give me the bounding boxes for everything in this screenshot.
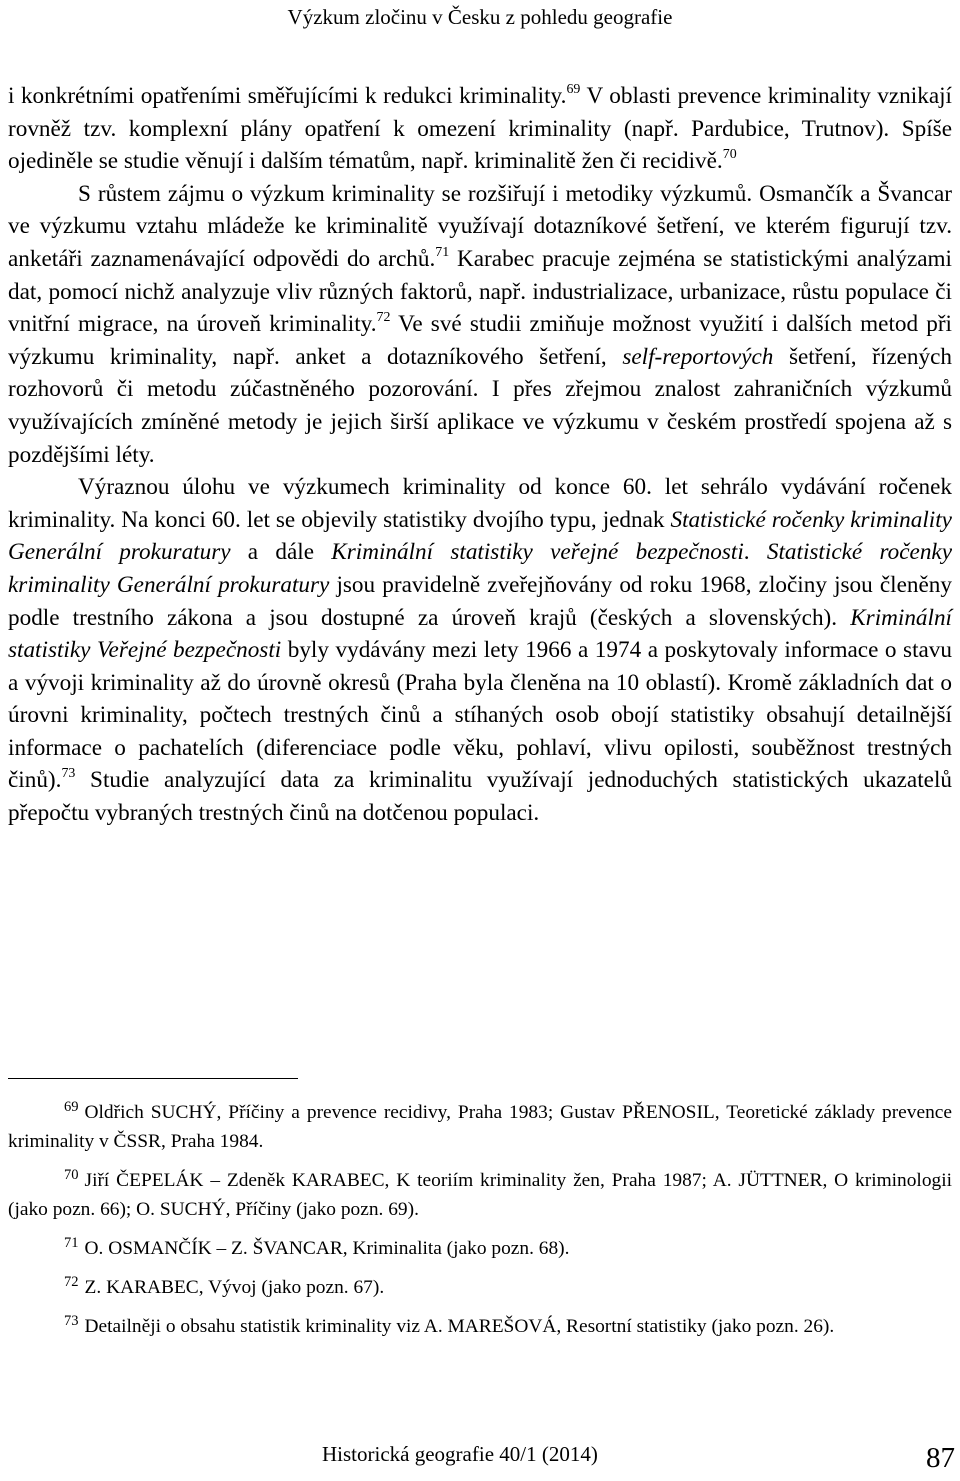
footnote-69 [8,1098,952,1156]
paragraph-1: i konkrétními opatřeními směřujícími k redukci kriminality.$^{69}$ V oblasti prevence kriminality vznikají rovněž tzv. komplexní plány opatření k omezení kriminality (např. Pardubice, Trutnov). Spíše ojediněle se studie věnují i dalším tématům, např. kriminalitě žen či recidivě.$^{70}$ [8,81,952,175]
footnote-ref-70[interactable]: 70 [722,147,737,163]
footnote-73 [8,1312,952,1341]
page-number: 87 [926,1442,955,1474]
footnote-divider [8,1078,298,1079]
journal-citation: Historická geografie 40/1 (2014) [322,1442,598,1466]
footnote-number: 71 [64,1234,79,1251]
footnote-number: 73 [64,1312,79,1329]
paragraph-3: Výraznou úlohu ve výzkumech kriminality od konce 60. let sehrálo vydávání ročenek kriminality. Na konci 60. let se objevily statistiky dvojího typu, jednak Statistické ročenky kriminality Generální prokuratury a dále Kriminální statistiky veřejné bezpečnosti. Statistické ročenky kriminality Generální prokuratury jsou pravidelně zveřejňovány od roku 1968, zločiny jsou členěny podle trestního zákona a jsou dostupné za úroveň krajů (českých a slovenských). Kriminální statistiky Veřejné bezpečnosti byly vydávány mezi lety 1966 a 1974 a poskytovaly informace o stavu a vývoji kriminality až do úrovně okresů (Praha byla členěna na 10 oblastí). Kromě základních dat o úrovni kriminality, počtech trestných činů a stíhaných osob obojí statistiky obsahují detailnější informace o pachatelích (diferenciace podle věku, pohlaví, vlivu opilosti, souběžnost trestných činů).$^{73}$ Studie analyzující data za kriminalitu využívají jednoduchých statistických ukazatelů přepočtu vybraných trestných činů na dotčenou populaci. [8,474,952,827]
footnote-ref-69[interactable]: 69 [566,81,581,97]
paragraph-2: S růstem zájmu o výzkum kriminality se rozšiřují i metodiky výzkumů. Osmančík a Švancar ve výzkumu vztahu mládeže ke kriminalitě využívají dotazníkové šetření, ve kterém figurují tzv. anketáři zaznamenávající odpovědi do archů.$^{71}$ Karabec pracuje zejména se statistickými analýzami dat, pomocí nichž analyzuje vliv různých faktorů, např. industrializace, urbanizace, růstu populace či vnitřní migrace, na úroveň kriminality.$^{72}$ Ve své studii zmiňuje možnost využití i dalších metod při výzkumu kriminality, např. anket a dotazníkového šetření, self-reportových šetření, řízených rozhovorů či metodu zúčastněného pozorování. I přes zřejmou znalost zahraničních výzkumů využívajících zmíněné metody je jejich širší aplikace ve výzkumu v českém prostředí spojena až s pozdějšími léty. [8,180,953,468]
footnote-number: 70 [64,1166,79,1183]
footnote-text: O. OSMANČÍK – Z. ŠVANCAR, Kriminalita (jako pozn. 68). [84,1238,570,1259]
italic-title: Statistické ročenky kriminality Generální prokuratury [8,539,952,598]
footnote-number: 69 [64,1098,79,1115]
italic-title: Kriminální statistiky Veřejné bezpečnosti [8,604,952,664]
footnote-70 [8,1166,952,1224]
footnote-ref-71[interactable]: 71 [435,244,450,260]
running-title: Výzkum zločinu v Česku z pohledu geografie [287,5,673,29]
footnote-number: 72 [64,1273,79,1290]
footnote-text: Jiří ČEPELÁK – Zdeněk KARABEC, K teoriím kriminality žen, Praha 1987; A. JÜTTNER, O kriminologii (jako pozn. 66); O. SUCHÝ, Příčiny (jako pozn. 69). [8,1170,952,1220]
footnote-71 [8,1234,952,1263]
footnote-text: Detailněji o obsahu statistik kriminality viz A. MAREŠOVÁ, Resortní statistiky (jako pozn. 26). [84,1316,835,1337]
main-text [8,80,952,830]
footnotes [8,1098,952,1351]
italic-term: self-reportových [622,343,774,370]
footnote-ref-72[interactable]: 72 [376,310,391,326]
italic-title: Statistické ročenky kriminality Generální prokuratury [8,506,952,566]
footnote-72 [8,1273,952,1302]
footnote-text: Oldřich SUCHÝ, Příčiny a prevence recidivy, Praha 1983; Gustav PŘENOSIL, Teoretické základy prevence kriminality v ČSSR, Praha 1984. [8,1102,952,1152]
footnote-ref-73[interactable]: 73 [61,766,76,782]
footnote-text: Z. KARABEC, Vývoj (jako pozn. 67). [84,1277,385,1298]
italic-title: Kriminální statistiky veřejné bezpečnosti [331,539,744,566]
